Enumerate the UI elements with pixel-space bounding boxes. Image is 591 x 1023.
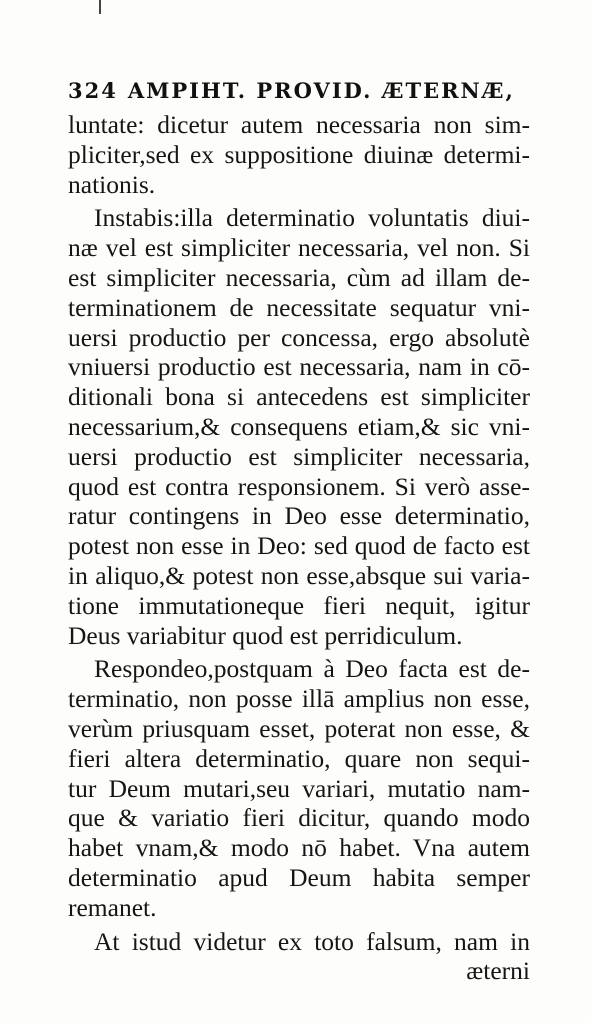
text-line: terminationem de necessitate sequatur vni- — [68, 292, 530, 322]
text-line: At istud videtur ex toto falsum, nam in — [94, 926, 530, 956]
text-line: ditionali bona si antecedens est simpliciter — [68, 382, 530, 412]
text-line: habet vnam,& modo nō habet. Vna autem — [68, 833, 530, 863]
running-head — [68, 78, 538, 103]
text-line: que & variatio fieri dicitur, quando modo — [68, 803, 530, 833]
text-line: necessarium,& consequens etiam,& sic vni- — [68, 411, 530, 441]
text-line: vniuersi productio est necessaria, nam in cō- — [68, 352, 530, 382]
text-line: in aliquo,& potest non esse,absque sui varia- — [68, 560, 530, 590]
page-number: 324 — [68, 78, 118, 103]
text-line: remanet. — [68, 892, 157, 922]
text-line: næ vel est simpliciter necessaria, vel non. Si — [68, 233, 530, 263]
text-line: quod est contra responsionem. Si verò asse- — [68, 471, 530, 501]
text-line: nationis. — [68, 169, 156, 199]
text-line: Instabis:illa determinatio voluntatis diui- — [94, 203, 530, 233]
text-line: tur Deum mutari,seu variari, mutatio nam- — [68, 773, 530, 803]
text-line: est simpliciter necessaria, cùm ad illam de- — [68, 262, 530, 292]
body-text — [68, 110, 530, 986]
text-line: terminatio, non posse illā amplius non esse, — [68, 684, 530, 714]
text-line: fieri altera determinatio, quare non sequi- — [68, 743, 530, 773]
text-line: pliciter,sed ex suppositione diuinæ determi- — [68, 139, 530, 169]
catchword: æterni — [466, 956, 530, 986]
ink-mark — [99, 0, 101, 14]
text-line: Deus variabitur quod est perridiculum. — [68, 620, 463, 650]
text-line: uersi productio per concessa, ergo absolutè — [68, 322, 530, 352]
text-line: Respondeo,postquam à Deo facta est de- — [94, 654, 530, 684]
text-line: ratur contingens in Deo esse determinatio, — [68, 501, 530, 531]
text-line: verùm priusquam esset, poterat non esse, & — [68, 713, 530, 743]
text-line: tione immutationeque fieri nequit, igitur — [68, 590, 530, 620]
running-title: AMPIHT. PROVID. ÆTERNÆ, — [127, 78, 515, 103]
text-line: potest non esse in Deo: sed quod de facto est — [68, 531, 530, 561]
text-line: uersi productio est simpliciter necessaria, — [68, 441, 530, 471]
text-line: luntate: dicetur autem necessaria non sim- — [68, 110, 530, 139]
text-line: determinatio apud Deum habita semper — [68, 862, 530, 892]
